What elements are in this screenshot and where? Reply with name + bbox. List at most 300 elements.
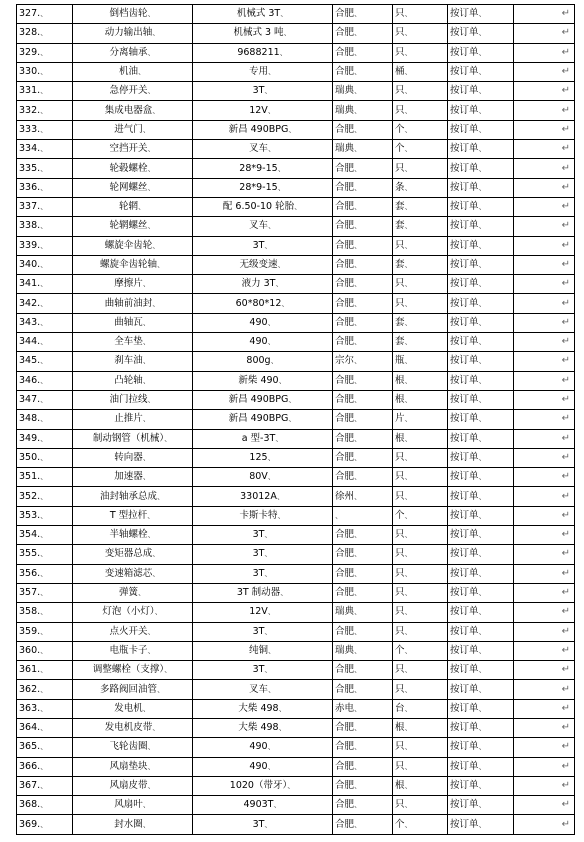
table-row <box>17 294 575 313</box>
mark-glyph: 、 <box>354 414 363 424</box>
mark-glyph: 、 <box>404 182 413 192</box>
part-spec-text: 新昌 490BPG <box>228 394 289 406</box>
row-number-cell <box>17 448 73 467</box>
part-name-text: 变矩器总成 <box>104 548 153 560</box>
unit-cell <box>393 197 448 216</box>
part-spec-text: 专用 <box>248 66 268 78</box>
table-row <box>17 217 575 236</box>
mark-glyph: 、 <box>267 337 276 347</box>
price-cell <box>448 583 514 602</box>
mark-glyph: 、 <box>478 67 487 77</box>
note-cell <box>514 641 575 660</box>
mark-glyph: 、 <box>264 549 273 559</box>
paragraph-mark-icon: ↵ <box>561 297 570 309</box>
table-row <box>17 641 575 660</box>
unit-text: 个 <box>395 644 405 656</box>
part-name-cell <box>73 776 193 795</box>
note-cell <box>514 217 575 236</box>
table-row <box>17 352 575 371</box>
mark-glyph: 、 <box>478 472 487 482</box>
row-number-text: 330. <box>19 66 41 78</box>
unit-text: 根 <box>395 432 405 444</box>
unit-text: 桶 <box>395 66 405 78</box>
table-row <box>17 197 575 216</box>
mark-glyph: 、 <box>354 279 363 289</box>
part-spec-cell <box>193 641 333 660</box>
part-name-text: 加速器 <box>114 471 143 483</box>
row-number-text: 332. <box>19 104 41 116</box>
paragraph-mark-icon: ↵ <box>561 162 570 174</box>
origin-text: 赤电 <box>335 702 355 714</box>
mark-glyph: 、 <box>404 761 413 771</box>
mark-glyph: 、 <box>354 607 363 617</box>
mark-glyph: 、 <box>40 665 49 675</box>
part-name-cell <box>73 815 193 834</box>
mark-glyph: 、 <box>478 317 487 327</box>
row-number-text: 351. <box>19 471 41 483</box>
unit-cell <box>393 255 448 274</box>
mark-glyph: 、 <box>478 298 487 308</box>
mark-glyph: 、 <box>478 645 487 655</box>
origin-cell <box>333 545 393 564</box>
mark-glyph: 、 <box>478 800 487 810</box>
mark-glyph: 、 <box>354 742 363 752</box>
table-row <box>17 718 575 737</box>
origin-cell <box>333 410 393 429</box>
mark-glyph: 、 <box>478 433 487 443</box>
price-cell <box>448 506 514 525</box>
table-row <box>17 101 575 120</box>
table-row <box>17 661 575 680</box>
mark-glyph: 、 <box>152 568 161 578</box>
part-spec-cell <box>193 757 333 776</box>
mark-glyph: 、 <box>335 510 343 520</box>
mark-glyph: 、 <box>40 86 49 96</box>
mark-glyph: 、 <box>278 375 287 385</box>
row-number-text: 338. <box>19 220 41 232</box>
origin-cell <box>333 197 393 216</box>
table-row <box>17 236 575 255</box>
origin-cell <box>333 352 393 371</box>
mark-glyph: 、 <box>276 491 285 501</box>
row-number-cell <box>17 661 73 680</box>
paragraph-mark-icon: ↵ <box>561 259 570 270</box>
part-name-text: 螺旋伞齿轮轴 <box>99 259 157 270</box>
part-name-cell <box>73 352 193 371</box>
unit-cell <box>393 371 448 390</box>
origin-text: 合肥 <box>335 316 355 328</box>
mark-glyph: 、 <box>267 761 276 771</box>
unit-cell <box>393 159 448 178</box>
unit-text: 套 <box>395 259 405 270</box>
mark-glyph: 、 <box>40 626 49 636</box>
mark-glyph: 、 <box>354 549 363 559</box>
origin-text: 合肥 <box>335 664 355 676</box>
paragraph-mark-icon: ↵ <box>561 181 570 193</box>
part-spec-text: 3T <box>252 85 265 97</box>
origin-cell <box>333 333 393 352</box>
mark-glyph: 、 <box>478 588 487 598</box>
paragraph-mark-icon: ↵ <box>561 27 570 39</box>
row-number-text: 368. <box>19 799 41 811</box>
mark-glyph: 、 <box>478 163 487 173</box>
row-number-cell <box>17 776 73 795</box>
part-name-cell <box>73 738 193 757</box>
row-number-cell <box>17 718 73 737</box>
part-spec-cell <box>193 24 333 43</box>
mark-glyph: 、 <box>40 510 49 520</box>
row-number-cell <box>17 159 73 178</box>
table-row <box>17 82 575 101</box>
origin-text: 合肥 <box>335 374 355 386</box>
mark-glyph: 、 <box>40 588 49 598</box>
part-spec-text: 490 <box>249 741 268 753</box>
part-name-text: 轮辋螺丝 <box>109 220 148 232</box>
part-spec-text: 12V <box>249 606 268 618</box>
mark-glyph: 、 <box>354 819 363 829</box>
table-row <box>17 583 575 602</box>
origin-cell <box>333 120 393 139</box>
origin-text: 合肥 <box>335 336 355 348</box>
origin-cell <box>333 275 393 294</box>
mark-glyph: 、 <box>404 240 413 250</box>
mark-glyph: 、 <box>478 742 487 752</box>
paragraph-mark-icon: ↵ <box>561 336 570 348</box>
paragraph-mark-icon: ↵ <box>561 239 570 251</box>
mark-glyph: 、 <box>404 684 413 694</box>
origin-text: 合肥 <box>335 818 355 830</box>
price-text: 按订单 <box>450 818 479 830</box>
origin-text: 宗尔 <box>335 355 355 367</box>
origin-cell <box>333 448 393 467</box>
part-spec-text: 机械式 3T <box>236 8 281 20</box>
price-cell <box>448 622 514 641</box>
note-cell <box>514 371 575 390</box>
note-cell <box>514 236 575 255</box>
part-spec-text: 新昌 490BPG <box>228 123 289 135</box>
note-cell <box>514 815 575 834</box>
price-text: 按订单 <box>450 741 479 753</box>
price-cell <box>448 217 514 236</box>
note-cell <box>514 82 575 101</box>
mark-glyph: 、 <box>142 800 151 810</box>
row-number-text: 350. <box>19 451 41 463</box>
part-spec-cell <box>193 43 333 62</box>
parts-table-body <box>17 5 575 835</box>
mark-glyph: 、 <box>404 47 413 57</box>
mark-glyph: 、 <box>404 819 413 829</box>
unit-text: 套 <box>395 201 405 213</box>
part-name-cell <box>73 120 193 139</box>
row-number-cell <box>17 680 73 699</box>
unit-cell <box>393 776 448 795</box>
price-text: 按订单 <box>450 413 479 425</box>
part-name-text: 转向器 <box>114 451 143 463</box>
note-cell <box>514 197 575 216</box>
part-spec-cell <box>193 217 333 236</box>
mark-glyph: 、 <box>142 337 151 347</box>
row-number-text: 348. <box>19 413 41 425</box>
mark-glyph: 、 <box>354 375 363 385</box>
table-row <box>17 526 575 545</box>
row-number-cell <box>17 178 73 197</box>
row-number-text: 342. <box>19 297 41 309</box>
paragraph-mark-icon: ↵ <box>561 432 570 444</box>
part-name-text: 倒档齿轮 <box>109 8 148 20</box>
note-cell <box>514 757 575 776</box>
mark-glyph: 、 <box>40 684 49 694</box>
mark-glyph: 、 <box>404 260 413 269</box>
price-text: 按订单 <box>450 201 479 213</box>
mark-glyph: 、 <box>354 703 363 713</box>
mark-glyph: 、 <box>40 105 49 115</box>
part-name-text: 螺旋伞齿轮 <box>104 239 153 251</box>
mark-glyph: 、 <box>267 742 276 752</box>
mark-glyph: 、 <box>275 279 284 289</box>
row-number-cell <box>17 429 73 448</box>
mark-glyph: 、 <box>40 607 49 617</box>
price-text: 按订单 <box>450 374 479 386</box>
mark-glyph: 、 <box>147 395 156 405</box>
origin-cell <box>333 101 393 120</box>
mark-glyph: 、 <box>354 202 363 212</box>
note-cell <box>514 468 575 487</box>
mark-glyph: 、 <box>404 665 413 675</box>
mark-glyph: 、 <box>152 723 161 733</box>
unit-cell <box>393 294 448 313</box>
price-cell <box>448 82 514 101</box>
part-name-cell <box>73 641 193 660</box>
part-spec-text: 80V <box>249 471 268 483</box>
note-cell <box>514 159 575 178</box>
price-cell <box>448 545 514 564</box>
price-text: 按订单 <box>450 509 479 521</box>
origin-cell <box>333 43 393 62</box>
origin-cell <box>333 661 393 680</box>
paragraph-mark-icon: ↵ <box>561 66 570 78</box>
price-text: 按订单 <box>450 625 479 637</box>
price-cell <box>448 371 514 390</box>
part-spec-cell <box>193 178 333 197</box>
mark-glyph: 、 <box>404 28 413 38</box>
price-text: 按订单 <box>450 780 479 792</box>
note-cell <box>514 429 575 448</box>
price-text: 按订单 <box>450 702 479 714</box>
unit-text: 只 <box>395 548 405 560</box>
note-cell <box>514 390 575 409</box>
origin-cell <box>333 757 393 776</box>
part-spec-text: 叉车 <box>248 683 268 695</box>
mark-glyph: 、 <box>138 202 146 212</box>
row-number-text: 327. <box>19 8 41 20</box>
mark-glyph: 、 <box>40 433 49 443</box>
mark-glyph: 、 <box>404 105 413 115</box>
note-cell <box>514 333 575 352</box>
price-text: 按订单 <box>450 239 479 251</box>
mark-glyph: 、 <box>404 356 413 366</box>
part-spec-text: 12V <box>249 104 268 116</box>
unit-cell <box>393 217 448 236</box>
mark-glyph: 、 <box>157 260 165 269</box>
unit-cell <box>393 275 448 294</box>
row-number-cell <box>17 641 73 660</box>
row-number-text: 362. <box>19 683 41 695</box>
mark-glyph: 、 <box>270 356 279 366</box>
part-spec-cell <box>193 140 333 159</box>
price-cell <box>448 24 514 43</box>
origin-cell <box>333 487 393 506</box>
row-number-text: 359. <box>19 625 41 637</box>
table-row <box>17 140 575 159</box>
mark-glyph: 、 <box>404 9 413 19</box>
row-number-text: 345. <box>19 355 41 367</box>
row-number-text: 333. <box>19 123 41 135</box>
note-cell <box>514 101 575 120</box>
part-spec-text: 125 <box>249 451 268 463</box>
row-number-cell <box>17 313 73 332</box>
part-spec-text: a 型-3T <box>241 432 276 444</box>
mark-glyph: 、 <box>404 124 413 134</box>
mark-glyph: 、 <box>268 67 276 77</box>
table-row <box>17 796 575 815</box>
mark-glyph: 、 <box>275 433 284 443</box>
mark-glyph: 、 <box>294 202 303 212</box>
row-number-cell <box>17 255 73 274</box>
unit-cell <box>393 583 448 602</box>
mark-glyph: 、 <box>288 395 297 405</box>
unit-text: 只 <box>395 239 405 251</box>
part-spec-cell <box>193 236 333 255</box>
mark-glyph: 、 <box>354 163 363 173</box>
unit-cell <box>393 82 448 101</box>
price-text: 按订单 <box>450 394 479 406</box>
mark-glyph: 、 <box>354 800 363 810</box>
row-number-text: 337. <box>19 201 41 213</box>
part-spec-text: 叉车 <box>248 143 268 155</box>
part-spec-cell <box>193 352 333 371</box>
mark-glyph: 、 <box>404 588 413 598</box>
mark-glyph: 、 <box>278 703 287 713</box>
mark-glyph: 、 <box>478 723 487 733</box>
paragraph-mark-icon: ↵ <box>561 722 570 734</box>
table-row <box>17 120 575 139</box>
price-cell <box>448 526 514 545</box>
mark-glyph: 、 <box>354 356 363 366</box>
mark-glyph: 、 <box>404 67 413 77</box>
unit-cell <box>393 390 448 409</box>
mark-glyph: 、 <box>354 28 363 38</box>
part-name-cell <box>73 5 193 24</box>
row-number-text: 365. <box>19 741 41 753</box>
origin-cell <box>333 371 393 390</box>
mark-glyph: 、 <box>404 375 413 385</box>
part-name-cell <box>73 236 193 255</box>
price-cell <box>448 680 514 699</box>
mark-glyph: 、 <box>404 337 413 347</box>
note-cell <box>514 275 575 294</box>
row-number-text: 349. <box>19 432 41 444</box>
part-spec-cell <box>193 776 333 795</box>
part-name-cell <box>73 294 193 313</box>
mark-glyph: 、 <box>142 819 151 829</box>
row-number-cell <box>17 622 73 641</box>
mark-glyph: 、 <box>40 279 49 289</box>
mark-glyph: 、 <box>142 703 151 713</box>
part-name-text: 动力输出轴 <box>104 27 153 39</box>
mark-glyph: 、 <box>404 568 413 578</box>
table-row <box>17 487 575 506</box>
part-spec-cell <box>193 429 333 448</box>
unit-text: 只 <box>395 46 405 58</box>
mark-glyph: 、 <box>404 703 413 713</box>
table-row <box>17 371 575 390</box>
unit-cell <box>393 680 448 699</box>
row-number-cell <box>17 757 73 776</box>
row-number-text: 344. <box>19 336 41 348</box>
part-name-text: 机油 <box>118 66 138 78</box>
paragraph-mark-icon: ↵ <box>561 278 570 290</box>
mark-glyph: 、 <box>354 645 363 655</box>
mark-glyph: 、 <box>478 491 487 501</box>
note-cell <box>514 313 575 332</box>
mark-glyph: 、 <box>404 202 413 212</box>
price-text: 按订单 <box>450 606 479 618</box>
part-name-cell <box>73 603 193 622</box>
part-name-text: 进气门 <box>114 123 143 135</box>
price-text: 按订单 <box>450 66 479 78</box>
origin-text: 合肥 <box>335 181 355 193</box>
row-number-cell <box>17 82 73 101</box>
unit-cell <box>393 699 448 718</box>
part-name-text: 变速箱滤芯 <box>104 567 153 579</box>
mark-glyph: 、 <box>267 105 276 115</box>
mark-glyph: 、 <box>40 163 49 173</box>
price-text: 按订单 <box>450 297 479 309</box>
table-row <box>17 603 575 622</box>
price-cell <box>448 62 514 81</box>
part-spec-cell <box>193 275 333 294</box>
part-name-cell <box>73 275 193 294</box>
mark-glyph: 、 <box>404 433 413 443</box>
unit-text: 套 <box>395 220 405 232</box>
table-row <box>17 468 575 487</box>
unit-cell <box>393 140 448 159</box>
part-spec-cell <box>193 622 333 641</box>
origin-cell <box>333 622 393 641</box>
mark-glyph: 、 <box>354 67 363 77</box>
unit-text: 只 <box>395 85 405 97</box>
part-name-text: 分离轴承 <box>109 46 148 58</box>
mark-glyph: 、 <box>404 395 413 405</box>
mark-glyph: 、 <box>287 781 296 791</box>
unit-cell <box>393 120 448 139</box>
mark-glyph: 、 <box>478 761 487 771</box>
mark-glyph: 、 <box>147 761 156 771</box>
mark-glyph: 、 <box>404 414 413 424</box>
price-text: 按订单 <box>450 278 479 290</box>
origin-cell <box>333 313 393 332</box>
unit-cell <box>393 641 448 660</box>
price-cell <box>448 410 514 429</box>
part-name-cell <box>73 468 193 487</box>
part-name-cell <box>73 159 193 178</box>
part-name-text: 点火开关 <box>109 625 148 637</box>
mark-glyph: 、 <box>478 86 487 96</box>
row-number-cell <box>17 62 73 81</box>
unit-cell <box>393 448 448 467</box>
part-name-text: 半轴螺栓 <box>109 529 148 541</box>
table-row <box>17 699 575 718</box>
